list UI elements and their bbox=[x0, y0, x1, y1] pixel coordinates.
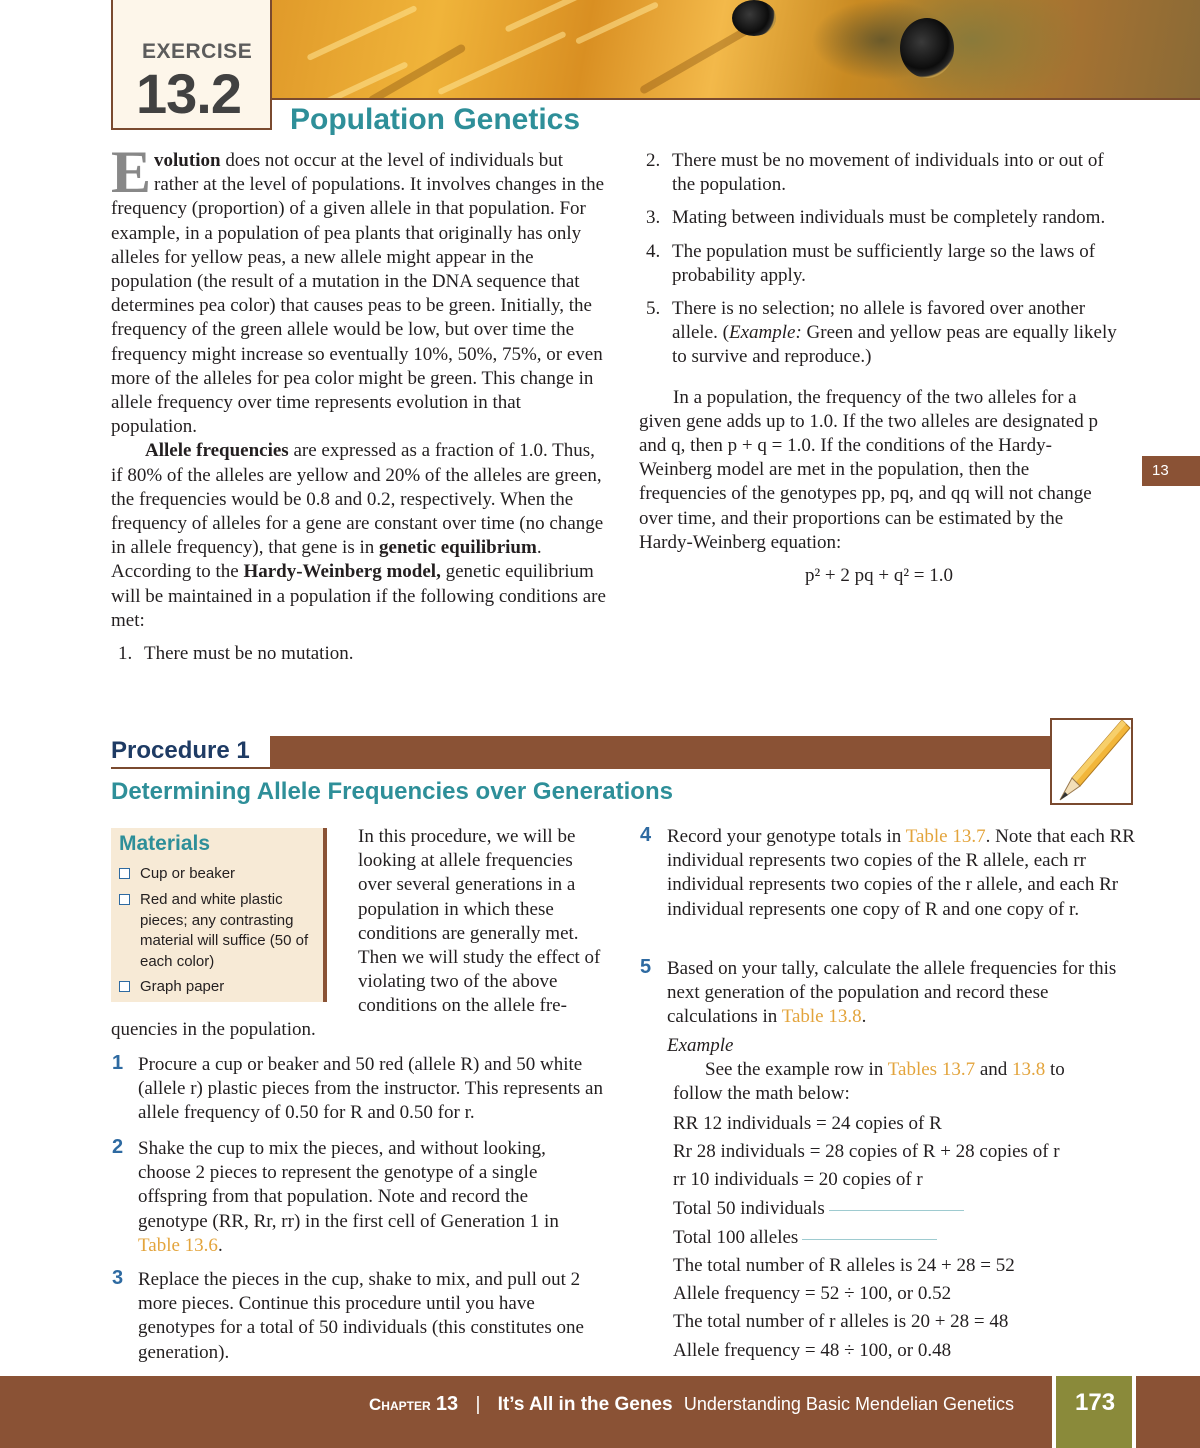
keyword-allele-frequencies: Allele frequencies bbox=[145, 440, 289, 462]
header-rule bbox=[272, 98, 1200, 100]
material-item-2: Red and white plastic pieces; any contrasting material will suffice (50 of each color) bbox=[119, 890, 319, 972]
example-heading: Example bbox=[667, 1035, 734, 1056]
header-photo bbox=[272, 0, 1200, 98]
procedure-label: Procedure 1 bbox=[111, 737, 250, 764]
step-3-text: Replace the pieces in the cup, shake to mix, and pull out 2 more pieces. Continue this procedure until you have genotypes for a total of 50 individuals (this constitutes one generation). bbox=[138, 1269, 584, 1363]
step-5-number: 5 bbox=[640, 956, 652, 978]
step-5-text: Based on your tally, calculate the allele frequencies for this next generation of the population and record these calculations in Table 13.8. bbox=[667, 958, 1117, 1028]
checkbox-icon bbox=[119, 981, 130, 992]
material-item-3: Graph paper bbox=[119, 977, 319, 998]
example-line-3: rr 10 individuals = 20 copies of r bbox=[673, 1169, 923, 1190]
condition-3: 3. Mating between individuals must be completely random. bbox=[646, 207, 1106, 229]
example-line-7: Allele frequency = 52 ÷ 100, or 0.52 bbox=[673, 1283, 952, 1304]
example-line-1: RR 12 individuals = 24 copies of R bbox=[673, 1113, 942, 1134]
page-number: 173 bbox=[1075, 1389, 1116, 1416]
procedure-intro-end: quencies in the population. bbox=[111, 1019, 316, 1040]
table-13-8-link[interactable]: Table 13.8 bbox=[781, 1006, 862, 1028]
example-line-6: The total number of R alleles is 24 + 28 = 52 bbox=[673, 1255, 1015, 1276]
exercise-label: EXERCISE bbox=[142, 40, 253, 63]
keyword-genetic-equilibrium: genetic equilibrium bbox=[379, 537, 537, 559]
blank-rule bbox=[829, 1209, 964, 1211]
frog-eye-right bbox=[900, 18, 954, 78]
tables-13-7-link[interactable]: Tables 13.7 bbox=[887, 1059, 976, 1080]
condition-4: 4. The population must be sufficiently large so the laws of probability apply. bbox=[646, 240, 1096, 286]
condition-1: 1. There must be no mutation. bbox=[118, 643, 354, 665]
footer-separator: | bbox=[475, 1394, 481, 1415]
procedure-banner bbox=[270, 736, 1106, 769]
step-4-text: Record your genotype totals in Table 13.7. Note that each RR individual represents two copies of the R allele, each rr individual represents two copies of the r allele, and each Rr individual represents one copy of R and one copy of r. bbox=[667, 826, 1135, 920]
pencil-icon-box bbox=[1050, 718, 1133, 805]
pencil-icon bbox=[1052, 720, 1131, 803]
intro-paragraph-3: In a population, the frequency of the two alleles for a given gene adds up to 1.0. If the two alleles are designated p and q, then p + q = 1.0. If the conditions of the Hardy-Weinberg model are met in the population, then the frequencies of the genotypes pp, pq, and qq will not change over time, and their proportions can be estimated by the Hardy-Weinberg equation: bbox=[639, 386, 1099, 553]
example-line-4: Total 50 individuals bbox=[673, 1197, 964, 1221]
intro-paragraph-2: Allele frequencies are expressed as a fraction of 1.0. Thus, if 80% of the alleles are yellow and 20% of the alleles are green, the frequencies would be 0.8 and 0.2, respectively. When the frequency of alleles for a gene are constant over time (no change in allele frequency), that gene is in genetic equilibrium. According to the Hardy-Weinberg model, genetic equilibrium will be maintained in a population if the following conditions are met: bbox=[111, 440, 606, 631]
step-2-number: 2 bbox=[112, 1136, 124, 1158]
table-13-8-link-2[interactable]: 13.8 bbox=[1012, 1059, 1046, 1080]
intro-paragraph-1: Evolution does not occur at the level of individuals but rather at the level of populations. It involves changes in the frequency (proportion) of a given allele in that population. For example, in a population of pea plants that originally has only alleles for yellow peas, a new allele might appear in the population (the result of a mutation in the DNA sequence that determines pea color) that causes peas to be green. Initially, the frequency of the green allele would be low, but over time the frequency might increase so eventually 10%, 50%, 75%, or even more of the alleles for pea color might be green. This change in allele frequency over time represents evolution in that population. bbox=[111, 139, 605, 438]
procedure-intro: In this procedure, we will be looking at allele frequencies over several generations in a population in which these conditions are generally met. Then we will study the effect of violating two of the above conditions on the allele fre- bbox=[358, 826, 601, 1017]
footer-chapter-number: 13 bbox=[435, 1393, 459, 1415]
keyword-evolution: volution bbox=[154, 150, 221, 171]
step-1-text: Procure a cup or beaker and 50 red (allele R) and 50 white (allele r) plastic pieces from the instructor. This represents an allele frequency of 0.50 for R and 0.50 for r. bbox=[138, 1054, 603, 1124]
table-13-7-link[interactable]: Table 13.7 bbox=[905, 826, 986, 847]
step-4-number: 4 bbox=[640, 824, 652, 846]
chapter-side-tab: 13 bbox=[1142, 456, 1200, 486]
condition-5: 5. There is no selection; no allele is favored over another allele. (Example: Green and yellow peas are equally likely to survive and reproduce.) bbox=[646, 298, 1117, 368]
blank-rule bbox=[802, 1238, 937, 1240]
example-line-2: Rr 28 individuals = 28 copies of R + 28 copies of r bbox=[673, 1141, 1060, 1162]
materials-title: Materials bbox=[119, 832, 211, 855]
example-line-5: Total 100 alleles bbox=[673, 1226, 937, 1250]
hardy-weinberg-equation: p² + 2 pq + q² = 1.0 bbox=[804, 565, 954, 587]
checkbox-icon bbox=[119, 868, 130, 879]
keyword-hardy-weinberg: Hardy-Weinberg model, bbox=[243, 561, 441, 583]
example-line-8: The total number of r alleles is 20 + 28 = 48 bbox=[673, 1311, 1009, 1332]
footer-chapter-line bbox=[369, 1393, 1014, 1416]
footer-chapter-word: Chapter bbox=[369, 1395, 431, 1414]
footer-chapter-title: It’s All in the Genes bbox=[497, 1394, 673, 1415]
intro-right-column bbox=[639, 149, 1119, 588]
condition-2: 2. There must be no movement of individuals into or out of the population. bbox=[646, 150, 1104, 196]
drop-cap: E bbox=[111, 139, 152, 205]
example-line-9: Allele frequency = 48 ÷ 100, or 0.48 bbox=[673, 1340, 952, 1361]
frog-eye-left bbox=[732, 0, 776, 36]
intro-left-column bbox=[111, 139, 609, 666]
step-2-text: Shake the cup to mix the pieces, and without looking, choose 2 pieces to represent the genotype of a single offspring from that population. Note and record the genotype (RR, Rr, rr) in the first cell of Generation 1 in Table 13.6. bbox=[138, 1138, 559, 1256]
example-lead: See the example row in Tables 13.7 and 13.8 to follow the math below: bbox=[673, 1059, 1065, 1105]
section-title: Population Genetics bbox=[290, 103, 581, 136]
material-item-1: Cup or beaker bbox=[119, 864, 319, 885]
step-3-number: 3 bbox=[112, 1267, 124, 1289]
exercise-number: 13.2 bbox=[136, 62, 241, 125]
step-1-number: 1 bbox=[112, 1052, 124, 1074]
footer-subtitle: Understanding Basic Mendelian Genetics bbox=[683, 1394, 1015, 1414]
table-13-6-link[interactable]: Table 13.6 bbox=[138, 1234, 218, 1256]
checkbox-icon bbox=[119, 894, 130, 905]
procedure-title: Determining Allele Frequencies over Generations bbox=[111, 778, 673, 805]
